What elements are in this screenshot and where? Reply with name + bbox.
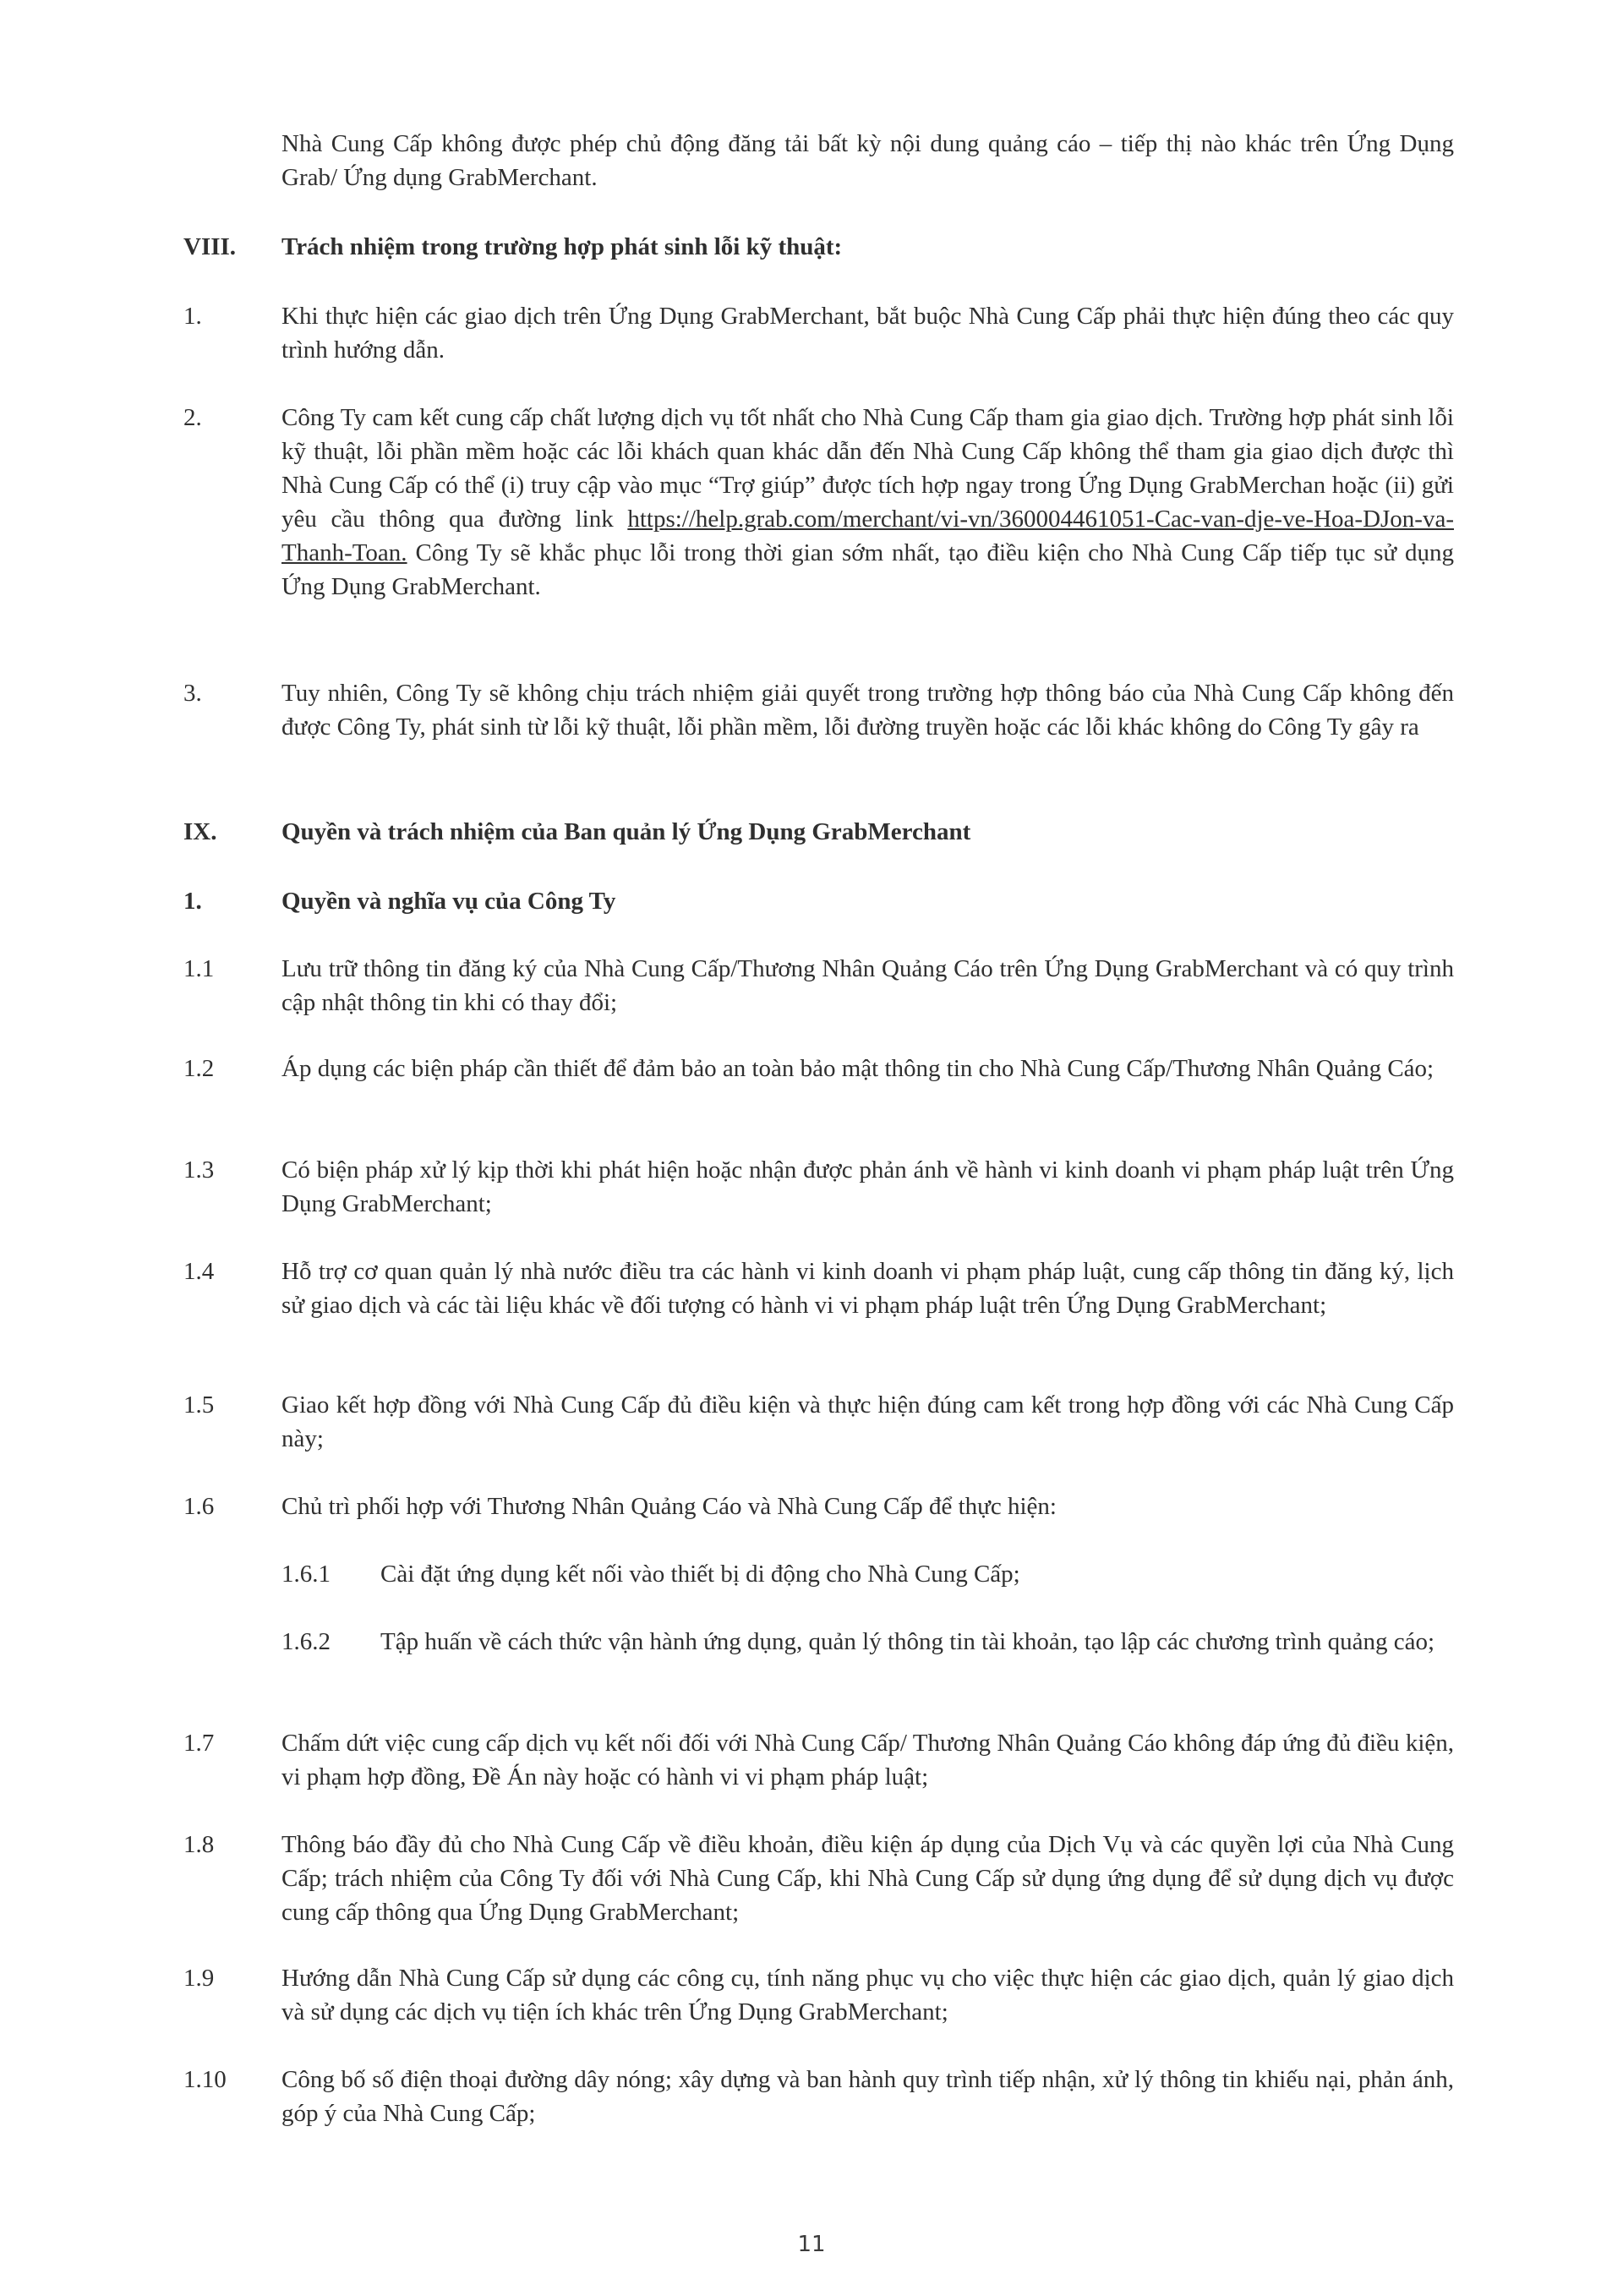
item-text-before-link: Công Ty cam kết cung cấp chất lượng dịch vụ tốt nhất cho Nhà Cung Cấp tham gia giao dịch. Trường hợp phát sinh lỗi kỹ thuật, lỗi phần mềm hoặc các lỗi khách quan khác dẫn đến Nhà Cung Cấp không thể tham gia giao dịch được thì Nhà Cung Cấp có thể (i) truy cập vào mục “Trợ giúp” được tích hợp ngay trong Ứng Dụng GrabMerchan hoặc (ii) gửi yêu cầu thông qua đường link [281, 404, 1454, 533]
page-number: 11 [797, 2232, 826, 2257]
item-number: 1. [183, 303, 202, 330]
item-text: Công bố số điện thoại đường dây nóng; xây dựng và ban hành quy trình tiếp nhận, xử lý thông tin khiếu nại, phản ánh, góp ý của Nhà Cung Cấp; [281, 2066, 1454, 2127]
sub-item-number: 1.6.1 [281, 1561, 331, 1588]
item-number: 1.1 [183, 955, 215, 982]
item-text: Chủ trì phối hợp với Thương Nhân Quảng Cáo và Nhà Cung Cấp để thực hiện: [281, 1493, 1057, 1520]
intro-text: Nhà Cung Cấp không được phép chủ động đăng tải bất kỳ nội dung quảng cáo – tiếp thị nào khác trên Ứng Dụng Grab/ Ứng dụng GrabMerchant. [281, 130, 1454, 191]
sub-item-text: Cài đặt ứng dụng kết nối vào thiết bị di động cho Nhà Cung Cấp; [380, 1561, 1020, 1588]
item-text [281, 401, 1454, 604]
item-text: Hướng dẫn Nhà Cung Cấp sử dụng các công cụ, tính năng phục vụ cho việc thực hiện các giao dịch, quản lý giao dịch và sử dụng các dịch vụ tiện ích khác trên Ứng Dụng GrabMerchant; [281, 1965, 1454, 2025]
item-number: 1.9 [183, 1965, 215, 1992]
item-text: Khi thực hiện các giao dịch trên Ứng Dụng GrabMerchant, bắt buộc Nhà Cung Cấp phải thực hiện đúng theo các quy trình hướng dẫn. [281, 303, 1454, 364]
item-text: Chấm dứt việc cung cấp dịch vụ kết nối đối với Nhà Cung Cấp/ Thương Nhân Quảng Cáo không đáp ứng đủ điều kiện, vi phạm hợp đồng, Đề Án này hoặc có hành vi vi phạm pháp luật; [281, 1730, 1454, 1790]
item-number: 1.2 [183, 1055, 215, 1082]
item-text: Lưu trữ thông tin đăng ký của Nhà Cung Cấp/Thương Nhân Quảng Cáo trên Ứng Dụng GrabMerchant và có quy trình cập nhật thông tin khi có thay đổi; [281, 955, 1454, 1016]
item-number: 2. [183, 404, 202, 431]
item-number: 1.5 [183, 1391, 215, 1419]
section-viii-title: Trách nhiệm trong trường hợp phát sinh lỗi kỹ thuật: [281, 233, 843, 260]
item-text-after-link: Công Ty sẽ khắc phục lỗi trong thời gian sớm nhất, tạo điều kiện cho Nhà Cung Cấp tiếp tục sử dụng Ứng Dụng GrabMerchant. [281, 539, 1455, 600]
sub-item-text: Tập huấn về cách thức vận hành ứng dụng, quản lý thông tin tài khoản, tạo lập các chương trình quảng cáo; [380, 1628, 1435, 1655]
item-number: 1.10 [183, 2066, 227, 2093]
section-viii-number: VIII. [183, 233, 237, 260]
item-number: 1.7 [183, 1730, 215, 1757]
item-number: 3. [183, 680, 202, 707]
subsection-number: 1. [183, 888, 202, 915]
item-number: 1.8 [183, 1831, 215, 1858]
item-text: Có biện pháp xử lý kịp thời khi phát hiện hoặc nhận được phản ánh về hành vi kinh doanh vi phạm pháp luật trên Ứng Dụng GrabMerchant; [281, 1156, 1454, 1217]
item-number: 1.6 [183, 1493, 215, 1520]
help-link[interactable]: https://help.grab.com/merchant/vi-vn/360004461051-Cac-van-dje-ve-Hoa-DJon-va-Thanh-Toan. [281, 506, 1454, 566]
item-text: Thông báo đầy đủ cho Nhà Cung Cấp về điều khoản, điều kiện áp dụng của Dịch Vụ và các quyền lợi của Nhà Cung Cấp; trách nhiệm của Công Ty đối với Nhà Cung Cấp, khi Nhà Cung Cấp sử dụng ứng dụng để sử dụng dịch vụ được cung cấp thông qua Ứng Dụng GrabMerchant; [281, 1831, 1454, 1926]
item-text: Tuy nhiên, Công Ty sẽ không chịu trách nhiệm giải quyết trong trường hợp thông báo của Nhà Cung Cấp không đến được Công Ty, phát sinh từ lỗi kỹ thuật, lỗi phần mềm, lỗi đường truyền hoặc các lỗi khác không do Công Ty gây ra [281, 680, 1454, 741]
section-ix-title: Quyền và trách nhiệm của Ban quản lý Ứng Dụng GrabMerchant [281, 818, 971, 845]
item-text: Áp dụng các biện pháp cần thiết để đảm bảo an toàn bảo mật thông tin cho Nhà Cung Cấp/Thương Nhân Quảng Cáo; [281, 1055, 1434, 1082]
subsection-title: Quyền và nghĩa vụ của Công Ty [281, 888, 616, 915]
item-text: Hỗ trợ cơ quan quản lý nhà nước điều tra các hành vi kinh doanh vi phạm pháp luật, cung cấp thông tin đăng ký, lịch sử giao dịch và các tài liệu khác về đối tượng có hành vi vi phạm pháp luật trên Ứng Dụng GrabMerchant; [281, 1258, 1454, 1319]
item-number: 1.4 [183, 1258, 215, 1285]
item-text: Giao kết hợp đồng với Nhà Cung Cấp đủ điều kiện và thực hiện đúng cam kết trong hợp đồng với các Nhà Cung Cấp này; [281, 1391, 1454, 1452]
section-ix-number: IX. [183, 818, 217, 845]
sub-item-number: 1.6.2 [281, 1628, 331, 1655]
item-number: 1.3 [183, 1156, 215, 1184]
